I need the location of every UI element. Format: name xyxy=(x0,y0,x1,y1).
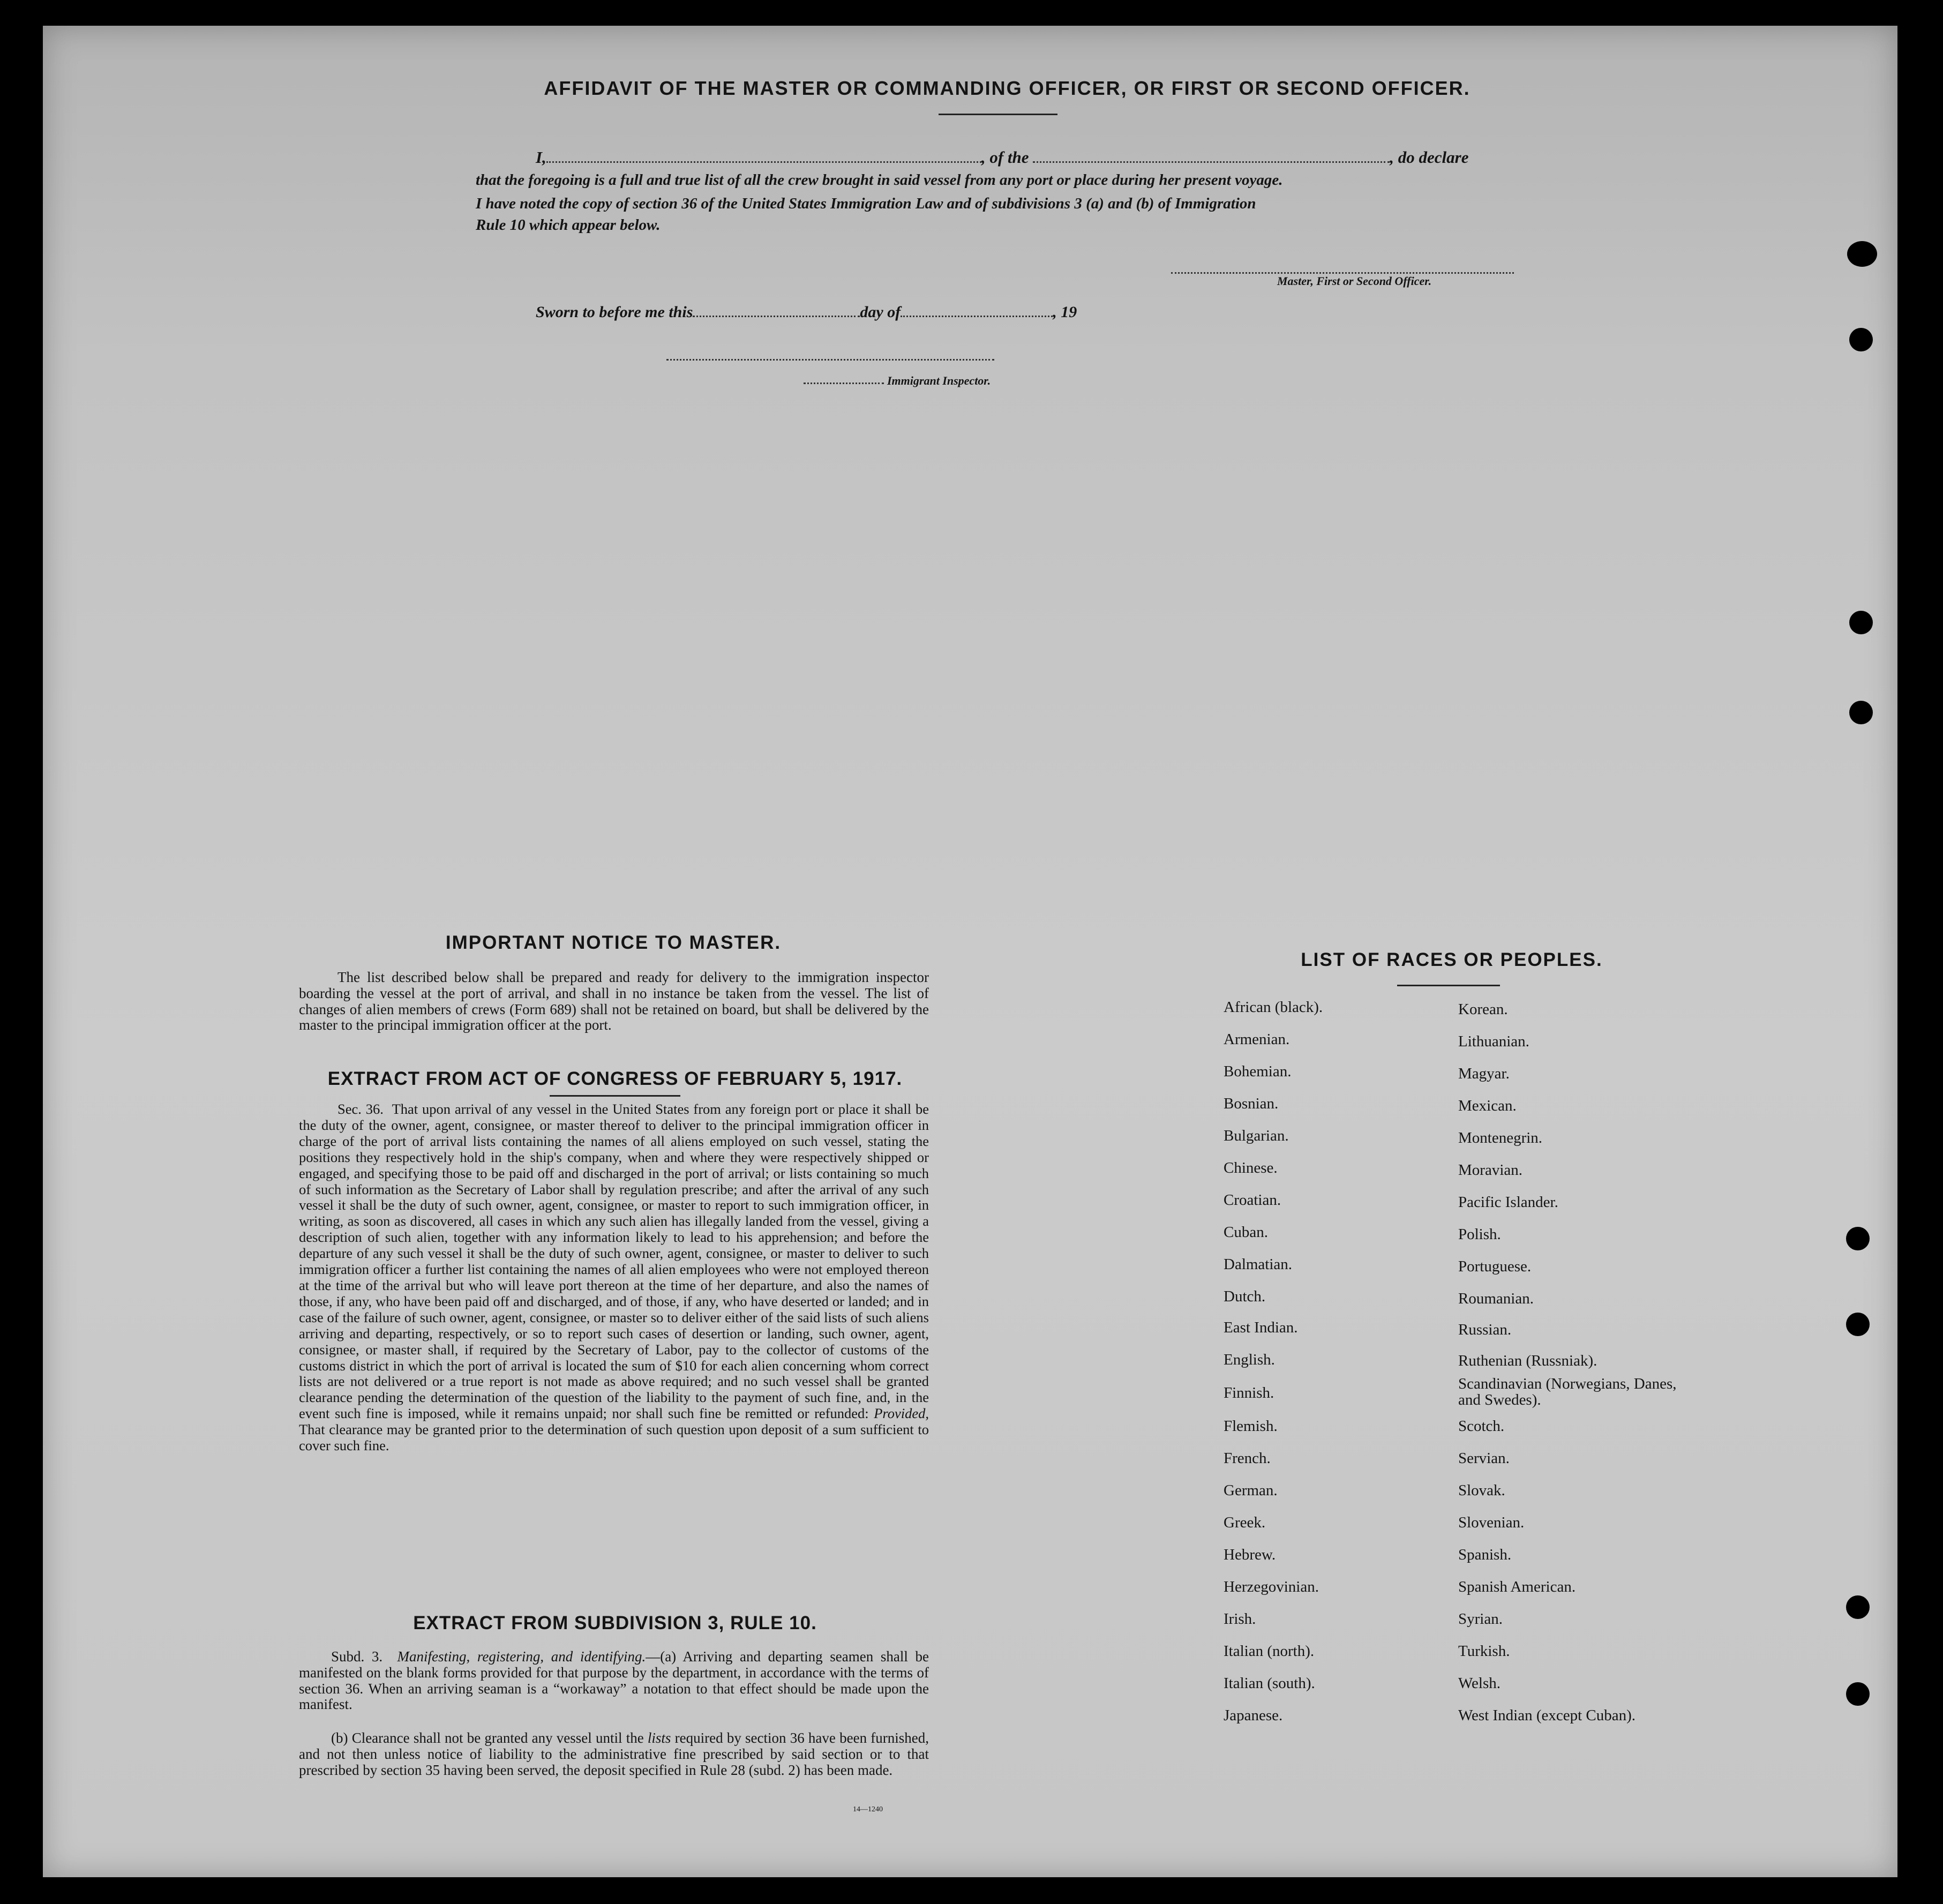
race-item: Spanish American. xyxy=(1458,1578,1576,1595)
race-item: Chinese. xyxy=(1224,1159,1278,1176)
race-item: Dalmatian. xyxy=(1224,1256,1293,1273)
affidavit-title: AFFIDAVIT OF THE MASTER OR COMMANDING OFFICER, OR FIRST OR SECOND OFFICER. xyxy=(544,77,1471,99)
inspector-signature-subline xyxy=(804,373,884,384)
race-item: Flemish. xyxy=(1224,1418,1278,1435)
race-item: Montenegrin. xyxy=(1458,1129,1543,1146)
affidavit-line-3: I have noted the copy of section 36 of the United States Immigration Law and of subdivisions 3 (a) and (b) of Immigration xyxy=(476,195,1256,212)
race-item: Korean. xyxy=(1458,1001,1508,1018)
sworn-day-field[interactable] xyxy=(693,306,860,317)
i-label: I, xyxy=(536,148,546,167)
race-item: Scotch. xyxy=(1458,1418,1505,1435)
race-item: Welsh. xyxy=(1458,1675,1501,1692)
sworn-line xyxy=(536,303,1077,321)
subd-text-b-end: required by section 36 have been furnished, and not then unless notice of liability to the administrative fine prescribed by said section or to that prescribed by section 35 having been served, the deposit specified in Rule 28 (subd. 2) has been made. xyxy=(299,1730,929,1778)
race-item: West Indian (except Cuban). xyxy=(1458,1707,1636,1724)
race-item: Finnish. xyxy=(1224,1384,1274,1401)
race-item: Polish. xyxy=(1458,1226,1501,1243)
affidavit-title-rule xyxy=(939,114,1057,115)
notice-title: IMPORTANT NOTICE TO MASTER. xyxy=(445,932,782,953)
race-item: Italian (south). xyxy=(1224,1675,1315,1692)
act-text-end: That clearance may be granted prior to the determination of such question upon deposit of a sum sufficient to cover such fine. xyxy=(299,1421,929,1454)
race-item: Roumanian. xyxy=(1458,1290,1534,1307)
affidavit-line-1 xyxy=(536,148,1468,167)
race-item: Scandinavian (Norwegians, Danes, and Swedes). xyxy=(1458,1375,1677,1408)
race-item: East Indian. xyxy=(1224,1319,1298,1336)
name-field[interactable] xyxy=(546,152,981,163)
races-title: LIST OF RACES OR PEOPLES. xyxy=(1301,949,1603,970)
sworn-month-field[interactable] xyxy=(901,306,1053,317)
of-the-label: , of the xyxy=(981,148,1029,167)
race-item: Servian. xyxy=(1458,1450,1510,1467)
race-item: Lithuanian. xyxy=(1458,1033,1529,1050)
races-title-rule xyxy=(1397,985,1500,986)
race-item: Bosnian. xyxy=(1224,1095,1279,1112)
race-item: Slovak. xyxy=(1458,1482,1505,1499)
race-item: Japanese. xyxy=(1224,1707,1283,1724)
year-label: , 19 xyxy=(1053,303,1077,321)
race-item: Croatian. xyxy=(1224,1191,1281,1209)
do-declare-label: , do declare xyxy=(1390,148,1469,167)
subd-text-b-start: (b) Clearance shall not be granted any vessel until the xyxy=(331,1730,644,1746)
affidavit-line-2: that the foregoing is a full and true list of all the crew brought in said vessel from any port or place during her present voyage. xyxy=(476,171,1283,189)
race-item: Moravian. xyxy=(1458,1161,1522,1179)
form-number: 14—1240 xyxy=(853,1805,883,1813)
act-title-rule xyxy=(550,1095,680,1097)
rule-title: EXTRACT FROM SUBDIVISION 3, RULE 10. xyxy=(413,1613,817,1633)
subd-text-a: —(a) Arriving and departing seamen shall be manifested on the blank forms provided for that purpose by the department, in accordance with the terms of section 36. When an arriving seaman is a “workaway” a notation to that effect should be made upon the manifest. xyxy=(299,1648,929,1713)
race-item: Dutch. xyxy=(1224,1288,1266,1305)
binder-hole xyxy=(1846,1682,1870,1706)
race-item: Slovenian. xyxy=(1458,1514,1525,1531)
position-field[interactable] xyxy=(1033,152,1390,163)
binder-hole xyxy=(1846,1595,1870,1619)
race-item: German. xyxy=(1224,1482,1278,1499)
race-item: English. xyxy=(1224,1351,1275,1368)
race-item: African (black). xyxy=(1224,999,1323,1016)
sec-label: Sec. 36. xyxy=(337,1101,384,1117)
binder-hole xyxy=(1847,241,1877,267)
inspector-label: Immigrant Inspector. xyxy=(887,374,991,387)
race-item: Syrian. xyxy=(1458,1610,1503,1628)
binder-hole xyxy=(1849,701,1873,724)
subd-label: Subd. 3. xyxy=(331,1648,383,1665)
subd-text-b-lists: lists xyxy=(647,1730,671,1746)
race-item: Bohemian. xyxy=(1224,1063,1292,1080)
race-item: Italian (north). xyxy=(1224,1643,1315,1660)
race-item: Spanish. xyxy=(1458,1546,1512,1563)
act-text-main: That upon arrival of any vessel in the United States from any foreign port or place it shall be the duty of the owner, agent, consignee, or master thereof to deliver to the principal immigration officer in charge of the port of arrival lists containing the names of all aliens employed on such vessel, stating the positions they respectively hold in the ship's company, when and where they were respectively shipped or engaged, and specifying those to be paid off and discharged in the port of arrival; or lists containing so much of such information as the Secretary of Labor shall by regulation prescribe; and after the arrival of any such vessel it shall be the duty of such owner, agent, consignee, or master to report to such immigration officer, in writing, as soon as discovered, all cases in which any such alien has illegally landed from the vessel, giving a description of such alien, together with any information likely to lead to his apprehension; and before the departure of any such vessel it shall be the duty of such owner, agent, consignee, or master to deliver to such immigration officer a further list containing the names of all alien employees who were not employed thereon at the time of the arrival but who will leave port thereon at the time of her departure, and also the names of those, if any, who have been paid off and discharged, and of those, if any, who have deserted or landed; and in case of the failure of such owner, agent, consignee, or master so to deliver either of the said lists of such aliens arriving and departing, respectively, or so to report such cases of desertion or landing, such owner, agent, consignee, or master shall, if required by the Secretary of Labor, pay to the collector of customs of the customs district in which the port of arrival is located the sum of $10 for each alien concerning whom correct lists are not delivered or a true report is not made as above required; and no such vessel shall be granted clearance pending the determination of the question of the liability to the payment of such fine, and, in the event such fine is imposed, while it remains unpaid; nor shall such fine be remitted or refunded: xyxy=(299,1101,929,1422)
rule-para-a xyxy=(299,1649,929,1713)
inspector-signature-field[interactable] xyxy=(666,349,994,361)
race-item: Armenian. xyxy=(1224,1031,1290,1048)
race-item: Turkish. xyxy=(1458,1643,1510,1660)
race-item: Hebrew. xyxy=(1224,1546,1276,1563)
act-title: EXTRACT FROM ACT OF CONGRESS OF FEBRUARY 5, 1917. xyxy=(327,1068,903,1089)
notice-text: The list described below shall be prepared and ready for delivery to the immigration inspector boarding the vessel at the port of arrival, and shall in no instance be taken from the vessel. The list of changes of alien members of crews (Form 689) shall not be retained on board, but shall be delivered by the master to the principal immigration officer at the port. xyxy=(299,969,929,1033)
race-item: Bulgarian. xyxy=(1224,1127,1289,1144)
act-text xyxy=(299,1101,929,1454)
master-signature-field[interactable] xyxy=(1171,263,1514,274)
provided-label: Provided, xyxy=(874,1405,929,1422)
binder-hole xyxy=(1849,611,1873,634)
race-item: Pacific Islander. xyxy=(1458,1194,1558,1211)
day-of-label: day of xyxy=(860,303,901,321)
race-item: Irish. xyxy=(1224,1610,1256,1628)
race-item: Portuguese. xyxy=(1458,1258,1532,1275)
race-item: Greek. xyxy=(1224,1514,1266,1531)
race-item: Magyar. xyxy=(1458,1065,1510,1082)
binder-hole xyxy=(1849,328,1873,351)
binder-hole xyxy=(1846,1227,1870,1250)
race-item: Herzegovinian. xyxy=(1224,1578,1319,1595)
race-item: Cuban. xyxy=(1224,1224,1268,1241)
affidavit-line-4: Rule 10 which appear below. xyxy=(476,216,661,234)
race-item: Mexican. xyxy=(1458,1097,1517,1114)
binder-hole xyxy=(1846,1313,1870,1336)
race-item: Ruthenian (Russniak). xyxy=(1458,1352,1597,1369)
master-signature-label: Master, First or Second Officer. xyxy=(1277,274,1432,288)
race-item: Russian. xyxy=(1458,1321,1512,1338)
rule-para-b xyxy=(299,1730,929,1778)
race-item: French. xyxy=(1224,1450,1271,1467)
sworn-label: Sworn to before me this xyxy=(536,303,693,321)
subd-heading: Manifesting, registering, and identifying. xyxy=(397,1648,646,1665)
